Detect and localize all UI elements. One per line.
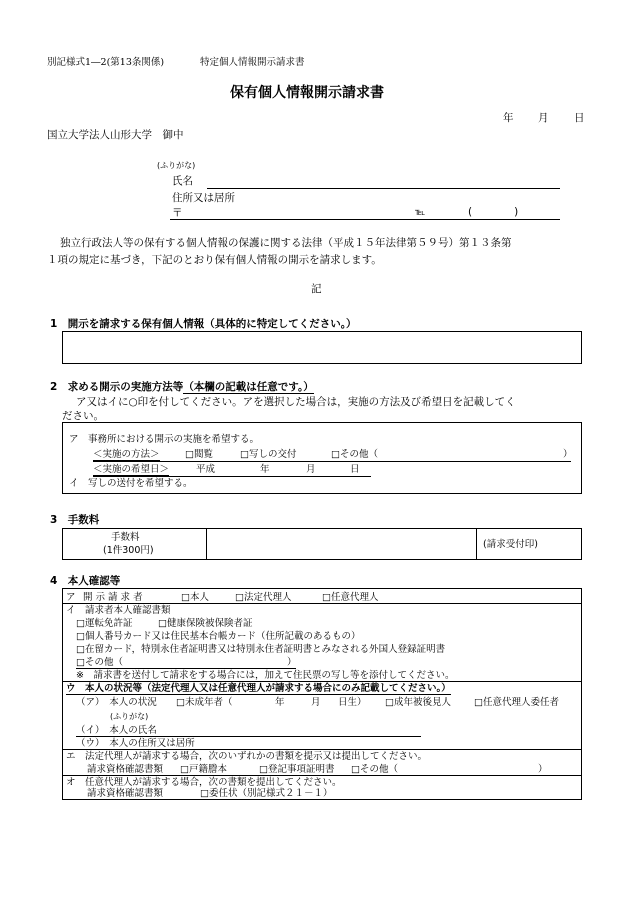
- requester-self-checkbox[interactable]: □本人: [181, 592, 209, 603]
- name-label: 氏名: [172, 175, 193, 187]
- principal-name-line[interactable]: [76, 736, 421, 737]
- principal-address-label: （ウ） 本人の住所又は居所: [76, 738, 195, 749]
- minor-birth-month: 月: [311, 697, 321, 708]
- registry-cert-checkbox[interactable]: □登記事項証明書: [259, 764, 335, 775]
- page-title: 保有個人情報開示請求書: [230, 85, 384, 101]
- legal-rep-docs-label: 請求資格確認書類: [87, 764, 164, 775]
- row-divider-e: [63, 775, 581, 776]
- date-month: 月: [306, 464, 316, 475]
- tel-label: ℡: [415, 207, 426, 218]
- name-field-line[interactable]: [207, 188, 560, 189]
- section4-heading: 4 本人確認等: [50, 575, 121, 587]
- date-year-label: 年: [503, 112, 514, 124]
- address-label: 住所又は居所: [172, 192, 235, 204]
- section2-method-box: [62, 422, 582, 494]
- principal-name-label: （イ） 本人の氏名: [76, 725, 157, 736]
- fee-divider-2: [476, 529, 477, 559]
- option-i-label[interactable]: イ 写しの送付を希望する。: [69, 478, 193, 489]
- intro-line-2: １項の規定に基づき，下記のとおり保有個人情報の開示を請求します。: [47, 254, 382, 266]
- requester-voluntary-rep-checkbox[interactable]: □任意代理人: [322, 592, 379, 603]
- mynumber-card-checkbox[interactable]: □個人番号カード又は住民基本台帳カード（住所記載のあるもの）: [76, 631, 361, 642]
- fee-table: [62, 528, 582, 560]
- id-other-close: ）: [287, 657, 297, 668]
- requester-label: 開 示 請 求 者: [83, 592, 143, 603]
- section2-heading-main: 2 求める開示の実施方法等: [50, 381, 184, 393]
- identity-table: [62, 588, 582, 800]
- voluntary-rep-docs-label: 請求資格確認書類: [87, 788, 164, 799]
- drivers-license-checkbox[interactable]: □運転免許証: [76, 618, 133, 629]
- section1-heading: 1 開示を請求する保有個人情報（具体的に特定してください。）: [50, 318, 357, 330]
- section2-instruction-1: ア又はイに○印を付してください。アを選択した場合は，実施の方法及び希望日を記載してく: [76, 396, 516, 408]
- tel-parens: ( ): [468, 206, 519, 218]
- form-name: 特定個人情報開示請求書: [200, 57, 305, 68]
- id-other-checkbox[interactable]: □その他（: [76, 657, 123, 668]
- section3-heading: 3 手数料: [50, 514, 100, 526]
- addressee: 国立大学法人山形大学 御中: [47, 129, 184, 141]
- fee-amount: (1件300円): [103, 545, 154, 556]
- date-era: 平成: [196, 464, 216, 475]
- status-label: ウ 本人の状況等（法定代理人又は任意代理人が請求する場合にのみ記載してください。）: [66, 683, 451, 694]
- method-other-checkbox[interactable]: □その他（: [331, 449, 378, 460]
- fee-divider-1: [206, 529, 207, 559]
- method-label: ＜実施の方法＞: [93, 449, 160, 460]
- a-prefix: ア: [66, 592, 76, 603]
- legal-rep-instruction: エ 法定代理人が請求する場合，次のいずれかの書類を提示又は提出してください。: [66, 751, 428, 762]
- row-divider-u: [63, 749, 581, 750]
- row-divider-a: [63, 603, 581, 604]
- section1-info-box[interactable]: [62, 331, 582, 364]
- minor-checkbox[interactable]: □未成年者（: [176, 697, 233, 708]
- requester-legal-rep-checkbox[interactable]: □法定代理人: [235, 592, 292, 603]
- method-other-close: ）: [563, 449, 573, 460]
- id-docs-label: イ 請求者本人確認書類: [66, 605, 171, 616]
- intro-line-1: 独立行政法人等の保有する個人情報の保護に関する法律（平成１５年法律第５９号）第１３条第: [60, 237, 512, 249]
- section2-instruction-2: ださい。: [62, 410, 104, 422]
- voluntary-rep-instruction: オ 任意代理人が請求する場合，次の書類を提出してください。: [66, 777, 342, 788]
- method-view-checkbox[interactable]: □閲覧: [185, 449, 213, 460]
- date-day-label: 日: [574, 112, 585, 124]
- date-year: 年: [260, 464, 270, 475]
- date-day: 日: [350, 464, 360, 475]
- adult-ward-checkbox[interactable]: □成年被後見人: [385, 697, 451, 708]
- stamp-label: (請求受付印): [483, 539, 538, 550]
- postal-mark: 〒: [172, 207, 183, 219]
- principal-checkbox[interactable]: □任意代理人委任者: [474, 697, 559, 708]
- method-underline: [93, 461, 571, 462]
- status-a-label: （ア） 本人の状況: [76, 697, 157, 708]
- date-label: ＜実施の希望日＞: [93, 464, 170, 475]
- legal-rep-other-close: ）: [538, 764, 548, 775]
- date-month-label: 月: [538, 112, 549, 124]
- method-copy-checkbox[interactable]: □写しの交付: [240, 449, 297, 460]
- address-field-line[interactable]: [170, 219, 560, 220]
- ki-label: 記: [311, 283, 322, 295]
- id-other-underline: [76, 668, 296, 669]
- minor-birth-day: 日生）: [338, 697, 367, 708]
- family-register-checkbox[interactable]: □戸籍謄本: [180, 764, 227, 775]
- mail-note: ※ 請求書を送付して請求をする場合には，加えて住民票の写し等を添付してください。: [76, 670, 455, 681]
- furigana-label: (ふりがな): [157, 161, 196, 170]
- option-a-label[interactable]: ア 事務所における開示の実施を希望する。: [69, 434, 260, 445]
- fee-label: 手数料: [111, 532, 140, 543]
- minor-birth-year: 年: [275, 697, 285, 708]
- section2-heading: [50, 382, 314, 393]
- residence-card-checkbox[interactable]: □在留カード，特別永住者証明書又は特別永住者証明書とみなされる外国人登録証明書: [76, 644, 446, 655]
- status-furigana: (ふりがな): [110, 712, 149, 721]
- row-divider-i: [63, 681, 581, 682]
- legal-rep-other-checkbox[interactable]: □その他（: [351, 764, 398, 775]
- date-underline: [93, 476, 371, 477]
- form-reference: 別記様式1―2(第13条関係): [47, 57, 165, 68]
- health-insurance-checkbox[interactable]: □健康保険被保険者証: [158, 618, 253, 629]
- power-of-attorney-checkbox[interactable]: □委任状（別記様式２１－１）: [200, 788, 333, 799]
- section2-heading-optional: （本欄の記載は任意です。）: [183, 381, 314, 393]
